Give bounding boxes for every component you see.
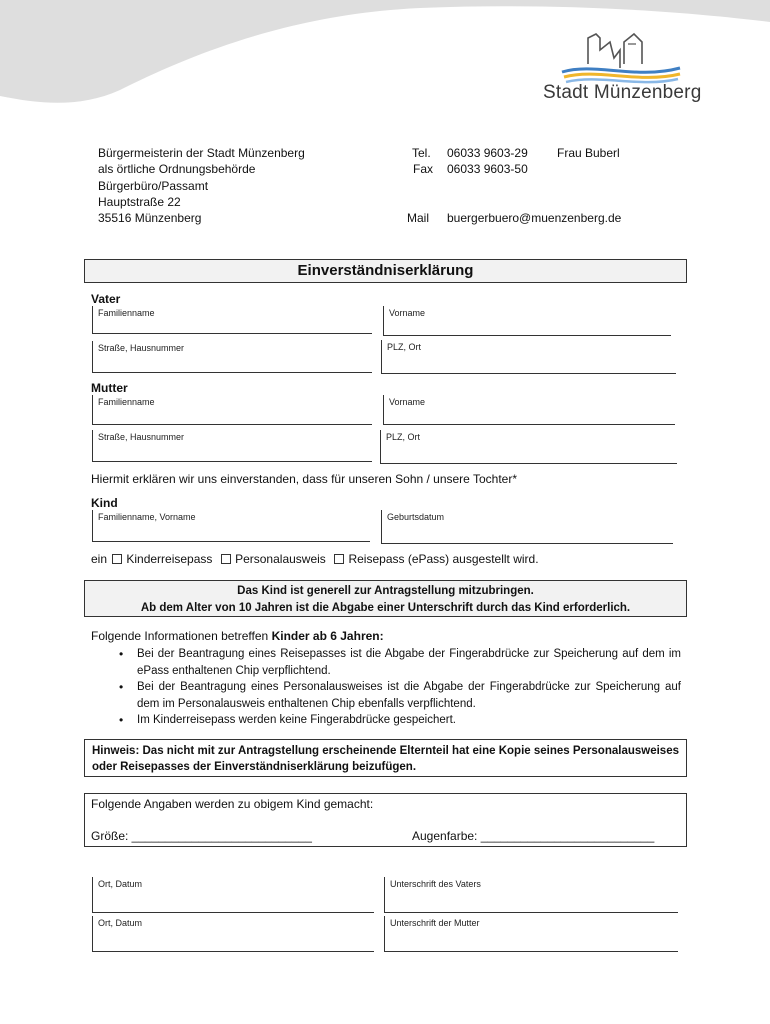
mutter-vorname-field[interactable] (383, 395, 675, 425)
field-label: PLZ, Ort (386, 432, 421, 442)
info-intro-text: Folgende Informationen betreffen (91, 629, 272, 643)
vater-vorname-field[interactable] (383, 306, 671, 336)
info-list (91, 646, 681, 729)
field-label: Ort, Datum (98, 918, 143, 928)
field-label: Straße, Hausnummer (98, 343, 185, 353)
fax-label: Fax (413, 162, 434, 176)
field-label: Familienname (98, 397, 155, 407)
address-line: Bürgermeisterin der Stadt Münzenberg (98, 146, 305, 160)
unterschrift-vater-field[interactable] (384, 877, 678, 913)
angaben-box (84, 793, 687, 847)
notice-box (84, 580, 687, 617)
mutter-plz-field[interactable] (380, 430, 677, 464)
notice-line-1: Das Kind ist generell zur Antragstellung mitzubringen. (237, 585, 534, 597)
page-title: Einverständniserklärung (84, 259, 687, 283)
mail-address[interactable]: buergerbuero@muenzenberg.de (447, 211, 622, 225)
kinderreisepass-checkbox[interactable] (112, 554, 122, 564)
list-item: • Im Kinderreisepass werden keine Fingerabdrücke gespeichert. (91, 712, 681, 729)
groesse-field[interactable]: Größe: ___________________________ (91, 829, 312, 843)
field-label: Unterschrift der Mutter (390, 918, 480, 928)
vater-plz-field[interactable] (381, 340, 676, 374)
vater-strasse-field[interactable] (92, 341, 372, 373)
pass-prefix: ein (91, 552, 108, 566)
list-item: • Bei der Beantragung eines Reisepasses ist die Abgabe der Fingerabdrücke zur Speicherung auf dem im ePass enthaltenen Chip verpflichtend. (91, 646, 681, 679)
field-label: Vorname (389, 397, 426, 407)
address-line: als örtliche Ordnungsbehörde (98, 162, 256, 177)
info-intro-bold: Kinder ab 6 Jahren: (271, 629, 384, 643)
reisepass-label: Reisepass (ePass) ausgestellt wird. (348, 552, 539, 566)
contact-name: Frau Buberl (557, 146, 620, 160)
declaration-text: Hiermit erklären wir uns einverstanden, dass für unseren Sohn / unsere Tochter* (91, 472, 517, 486)
field-label: Familienname (98, 308, 155, 318)
kind-name-field[interactable] (92, 510, 370, 542)
fax-number: 06033 9603-50 (447, 162, 528, 176)
ort-datum-field-2[interactable] (92, 916, 374, 952)
field-label: Ort, Datum (98, 879, 143, 889)
field-label: PLZ, Ort (387, 342, 422, 352)
tel-label: Tel. (412, 146, 431, 160)
kind-geburtsdatum-field[interactable] (381, 510, 673, 544)
field-label: Unterschrift des Vaters (390, 879, 481, 889)
hinweis-box: Hinweis: Das nicht mit zur Antragstellung erscheinende Elternteil hat eine Kopie seines Personalausweises oder Reisepasses der Einverständniserklärung beizufügen. (84, 739, 687, 777)
personalausweis-checkbox[interactable] (221, 554, 231, 564)
reisepass-checkbox[interactable] (334, 554, 344, 564)
angaben-intro: Folgende Angaben werden zu obigem Kind gemacht: (91, 797, 374, 811)
address-line: Bürgerbüro/Passamt (98, 178, 209, 193)
kinderreisepass-label: Kinderreisepass (126, 552, 213, 566)
mail-label: Mail (407, 211, 430, 225)
address-block (98, 145, 305, 226)
address-line: Hauptstraße 22 (98, 194, 181, 209)
info-intro (91, 629, 384, 643)
augenfarbe-field[interactable]: Augenfarbe: __________________________ (412, 829, 655, 843)
field-label: Geburtsdatum (387, 512, 445, 522)
tel-number: 06033 9603-29 (447, 146, 528, 160)
field-label: Familienname, Vorname (98, 512, 196, 522)
notice-line-2: Ab dem Alter von 10 Jahren ist die Abgabe einer Unterschrift durch das Kind erforderlich. (140, 601, 631, 614)
unterschrift-mutter-field[interactable] (384, 916, 678, 952)
ort-datum-field-1[interactable] (92, 877, 374, 913)
list-item: • Bei der Beantragung eines Personalausweises ist die Abgabe der Fingerabdrücke zur Speicherung auf dem im Personalausweis enthaltenen Chip ebenfalls verpflichtend. (91, 679, 681, 712)
mutter-familienname-field[interactable] (92, 395, 372, 425)
mutter-label: Mutter (91, 381, 128, 395)
pass-selection (91, 552, 539, 566)
logo-text: Stadt Münzenberg (543, 82, 702, 103)
field-label: Vorname (389, 308, 426, 318)
address-line: 35516 Münzenberg (98, 211, 202, 226)
mutter-strasse-field[interactable] (92, 430, 372, 462)
vater-label: Vater (91, 292, 121, 306)
personalausweis-label: Personalausweis (235, 552, 326, 566)
field-label: Straße, Hausnummer (98, 432, 185, 442)
kind-label: Kind (91, 496, 118, 510)
vater-familienname-field[interactable] (92, 306, 372, 334)
